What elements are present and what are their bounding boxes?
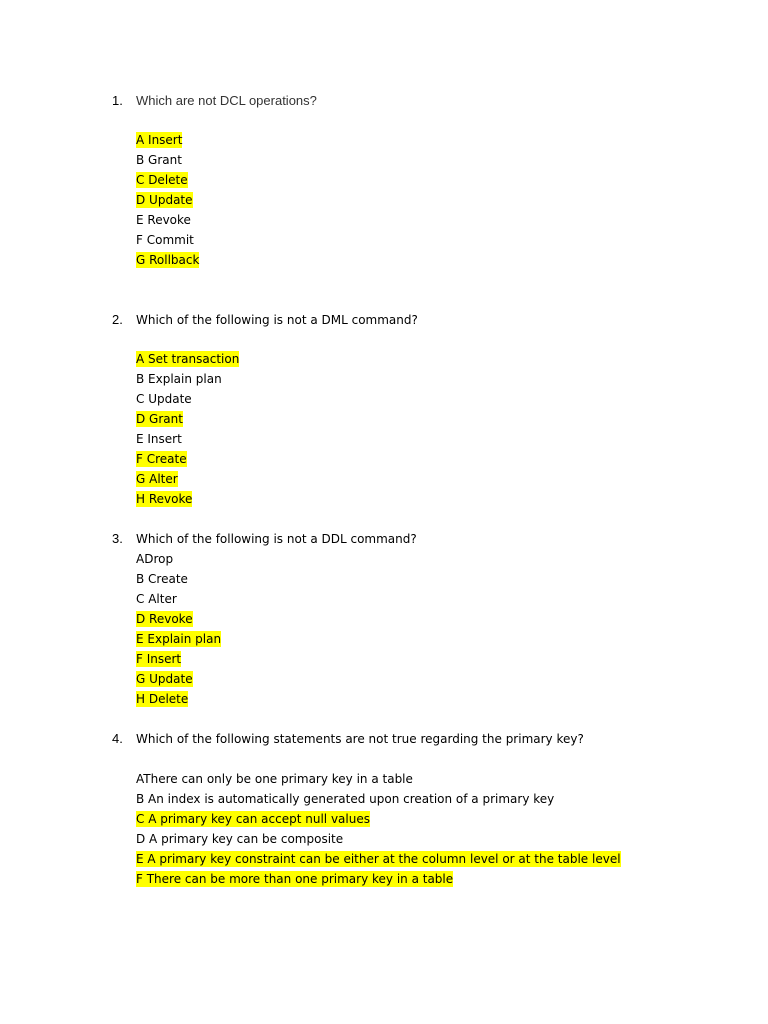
highlighted-option-label: H Revoke xyxy=(136,492,193,506)
answer-option xyxy=(136,369,239,389)
answer-option xyxy=(136,469,239,489)
highlighted-option-label: D Revoke xyxy=(136,612,193,626)
answer-option xyxy=(136,549,221,569)
answer-option xyxy=(136,250,199,270)
question-text: Which of the following is not a DDL command? xyxy=(136,532,417,546)
answer-option xyxy=(136,769,621,789)
option-label: AThere can only be one primary key in a table xyxy=(136,772,413,786)
highlighted-option-label: D Grant xyxy=(136,412,183,426)
option-label: F Commit xyxy=(136,233,194,247)
question-text: Which of the following is not a DML command? xyxy=(136,313,418,327)
answer-option xyxy=(136,190,199,210)
question-number: 2. xyxy=(112,312,123,327)
highlighted-option-label: C Delete xyxy=(136,173,188,187)
highlighted-option-label: F Insert xyxy=(136,652,182,666)
answer-option xyxy=(136,230,199,250)
answer-option xyxy=(136,809,621,829)
answer-option xyxy=(136,150,199,170)
highlighted-option-label: A Set transaction xyxy=(136,352,240,366)
option-label: B Grant xyxy=(136,153,182,167)
option-label: B An index is automatically generated upon creation of a primary key xyxy=(136,792,555,806)
option-label: B Explain plan xyxy=(136,372,222,386)
answer-option xyxy=(136,429,239,449)
answer-option xyxy=(136,210,199,230)
highlighted-option-label: G Update xyxy=(136,672,193,686)
answer-option xyxy=(136,849,621,869)
answer-option xyxy=(136,170,199,190)
answer-option xyxy=(136,829,621,849)
option-list xyxy=(136,769,621,889)
option-label: ADrop xyxy=(136,552,174,566)
option-list xyxy=(136,130,199,270)
option-label: E Insert xyxy=(136,432,182,446)
answer-option xyxy=(136,789,621,809)
highlighted-option-label: C A primary key can accept null values xyxy=(136,812,370,826)
answer-option xyxy=(136,629,221,649)
answer-option xyxy=(136,489,239,509)
answer-option xyxy=(136,589,221,609)
answer-option xyxy=(136,349,239,369)
option-label: C Alter xyxy=(136,592,177,606)
answer-option xyxy=(136,869,621,889)
answer-option xyxy=(136,409,239,429)
question-text: Which are not DCL operations? xyxy=(136,93,317,108)
question-number: 4. xyxy=(112,731,123,746)
question-text: Which of the following statements are not true regarding the primary key? xyxy=(136,732,584,746)
option-list xyxy=(136,349,239,509)
highlighted-option-label: E A primary key constraint can be either at the column level or at the table level xyxy=(136,852,621,866)
highlighted-option-label: F There can be more than one primary key in a table xyxy=(136,872,454,886)
highlighted-option-label: F Create xyxy=(136,452,187,466)
highlighted-option-label: E Explain plan xyxy=(136,632,222,646)
answer-option xyxy=(136,649,221,669)
highlighted-option-label: G Alter xyxy=(136,472,178,486)
answer-option xyxy=(136,449,239,469)
answer-option xyxy=(136,569,221,589)
question-number: 3. xyxy=(112,531,123,546)
answer-option xyxy=(136,389,239,409)
highlighted-option-label: D Update xyxy=(136,193,193,207)
answer-option xyxy=(136,609,221,629)
option-label: C Update xyxy=(136,392,192,406)
answer-option xyxy=(136,689,221,709)
question-number: 1. xyxy=(112,93,123,108)
option-label: E Revoke xyxy=(136,213,191,227)
highlighted-option-label: G Rollback xyxy=(136,253,200,267)
answer-option xyxy=(136,669,221,689)
highlighted-option-label: A Insert xyxy=(136,133,183,147)
answer-option xyxy=(136,130,199,150)
option-label: B Create xyxy=(136,572,188,586)
highlighted-option-label: H Delete xyxy=(136,692,189,706)
option-list xyxy=(136,549,221,709)
option-label: D A primary key can be composite xyxy=(136,832,344,846)
